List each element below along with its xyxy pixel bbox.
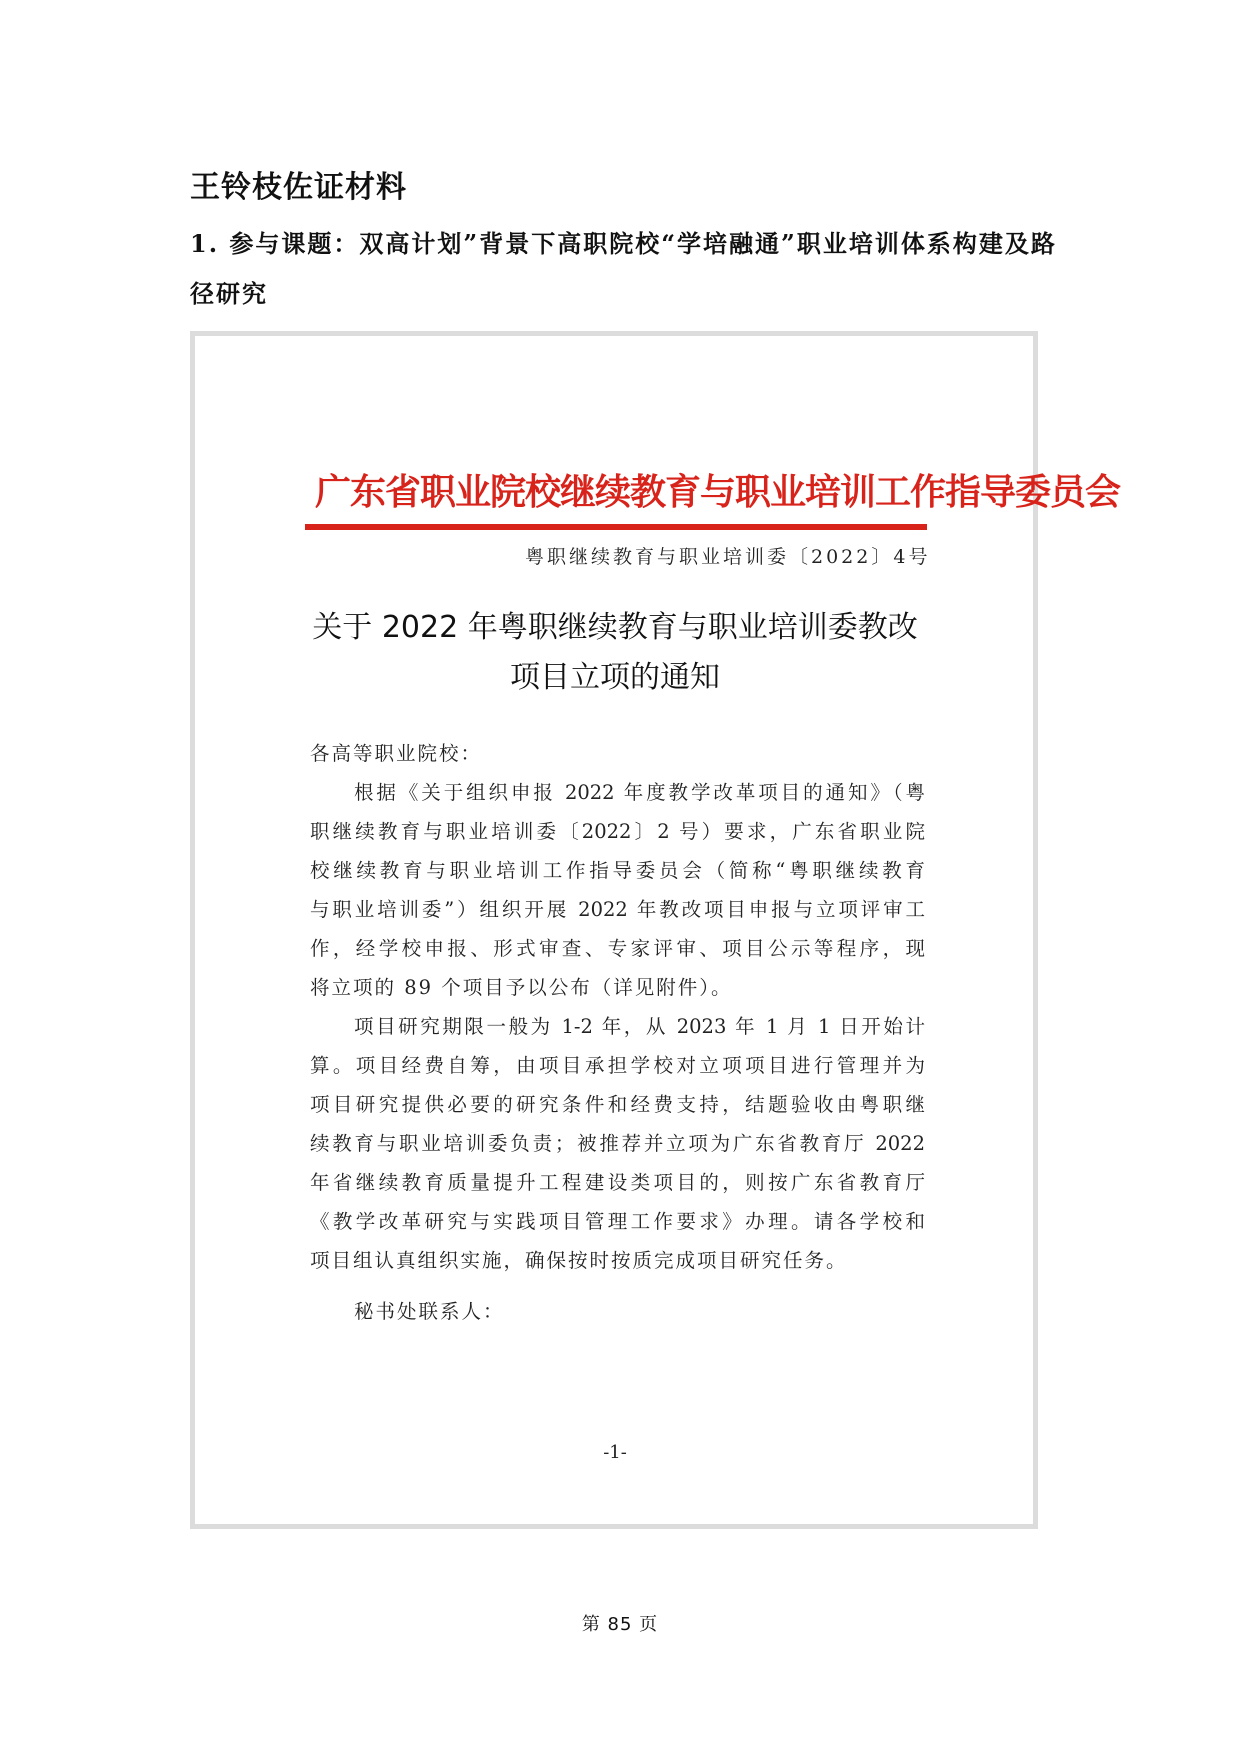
body-line: 项目研究提供必要的研究条件和经费支持，结题验收由粤职继 bbox=[310, 1093, 925, 1116]
body-line: 与职业培训委”）组织开展 2022 年教改项目申报与立项评审工 bbox=[310, 898, 925, 921]
document-title-line-2: 项目立项的通知 bbox=[510, 660, 720, 695]
body-line: 算。项目经费自筹，由项目承担学校对立项项目进行管理并为 bbox=[310, 1054, 925, 1077]
red-divider-line bbox=[305, 524, 927, 530]
org-red-header: 广东省职业院校继续教育与职业培训工作指导委员会 bbox=[315, 472, 1121, 513]
document-title-line-1: 关于 2022 年粤职继续教育与职业培训委教改 bbox=[312, 610, 918, 645]
secretariat-contact: 秘书处联系人： bbox=[354, 1300, 505, 1323]
body-line: 项目组认真组织实施，确保按时按质完成项目研究任务。 bbox=[310, 1249, 848, 1272]
topic-line-1: 1. 参与课题：双高计划”背景下高职院校“学培融通”职业培训体系构建及路 bbox=[190, 229, 1057, 258]
scanned-document bbox=[195, 336, 1121, 1524]
body-line: 续教育与职业培训委负责；被推荐并立项为广东省教育厅 2022 bbox=[310, 1132, 925, 1155]
body-line: 作，经学校申报、形式审查、专家评审、项目公示等程序，现 bbox=[310, 937, 925, 960]
body-line: 《教学改革研究与实践项目管理工作要求》办理。请各学校和 bbox=[310, 1210, 925, 1233]
body-line: 将立项的 89 个项目予以公布（详见附件）。 bbox=[310, 976, 733, 999]
scanned-document-frame bbox=[190, 331, 1121, 1529]
page-footer: 第 85 页 bbox=[581, 1614, 659, 1635]
body-line: 年省继续教育质量提升工程建设类项目的，则按广东省教育厅 bbox=[310, 1171, 925, 1194]
document-number: 粤职继续教育与职业培训委〔2022〕4号 bbox=[525, 546, 931, 568]
sheet-page-number: -1- bbox=[603, 1442, 627, 1463]
body-line: 根据《关于组织申报 2022 年度教学改革项目的通知》（粤 bbox=[354, 781, 925, 804]
body-line: 项目研究期限一般为 1-2 年，从 2023 年 1 月 1 日开始计 bbox=[354, 1015, 925, 1038]
page-heading: 王铃枝佐证材料 bbox=[190, 170, 407, 205]
body-line: 校继续教育与职业培训工作指导委员会（简称“粤职继续教育 bbox=[310, 859, 925, 882]
body-line: 职继续教育与职业培训委〔2022〕2 号）要求，广东省职业院 bbox=[310, 820, 925, 843]
salutation: 各高等职业院校： bbox=[310, 742, 483, 765]
topic-line-2: 径研究 bbox=[190, 279, 268, 308]
